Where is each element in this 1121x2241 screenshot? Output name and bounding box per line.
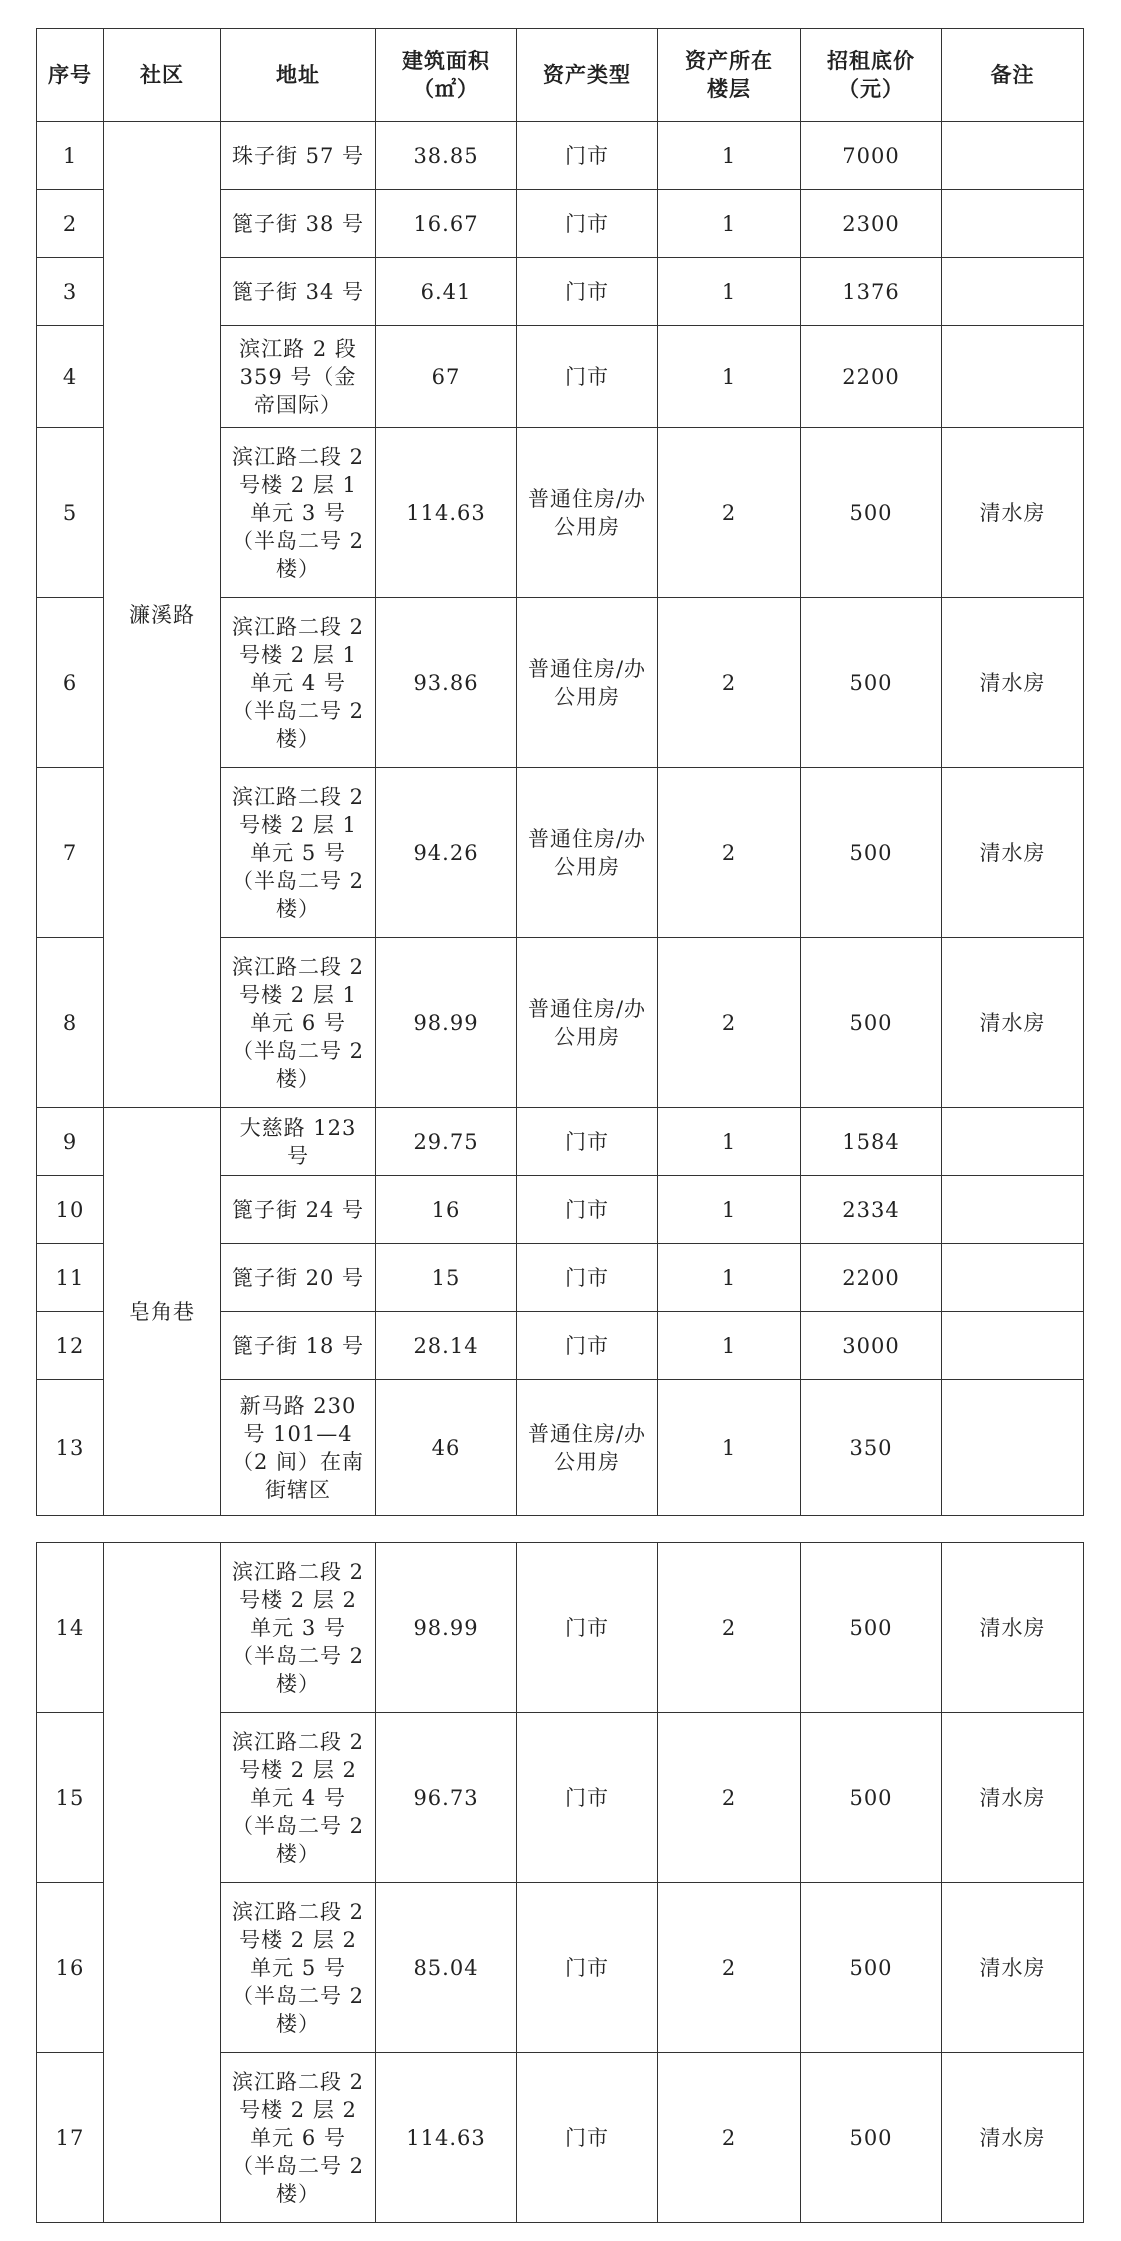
cell-note [942, 190, 1084, 258]
cell-no: 9 [37, 1108, 104, 1176]
header-base-price: 招租底价 （元） [801, 29, 942, 122]
cell-address: 滨江路二段 2 号楼 2 层 1 单元 4 号（半岛二号 2 楼） [221, 598, 376, 768]
cell-floor: 1 [658, 326, 801, 428]
cell-address: 篦子街 38 号 [221, 190, 376, 258]
cell-type: 门市 [517, 1713, 658, 1883]
cell-type: 门市 [517, 326, 658, 428]
cell-floor: 1 [658, 1244, 801, 1312]
cell-area: 29.75 [376, 1108, 517, 1176]
cell-note [942, 1176, 1084, 1244]
cell-no: 7 [37, 768, 104, 938]
header-area: 建筑面积 （㎡） [376, 29, 517, 122]
cell-type: 门市 [517, 190, 658, 258]
asset-table [36, 28, 1084, 1516]
cell-address: 滨江路二段 2 号楼 2 层 1 单元 3 号（半岛二号 2 楼） [221, 428, 376, 598]
cell-area: 16 [376, 1176, 517, 1244]
cell-price: 2300 [801, 190, 942, 258]
cell-floor: 2 [658, 1713, 801, 1883]
asset-table-continued [36, 1542, 1084, 2223]
cell-note: 清水房 [942, 1543, 1084, 1713]
cell-no: 8 [37, 938, 104, 1108]
cell-price: 350 [801, 1380, 942, 1516]
cell-area: 114.63 [376, 428, 517, 598]
cell-note: 清水房 [942, 1713, 1084, 1883]
cell-note [942, 1244, 1084, 1312]
cell-type: 门市 [517, 1883, 658, 2053]
cell-type: 普通住房/办公用房 [517, 598, 658, 768]
cell-address: 篦子街 18 号 [221, 1312, 376, 1380]
cell-floor: 2 [658, 1883, 801, 2053]
cell-price: 1584 [801, 1108, 942, 1176]
cell-area: 98.99 [376, 1543, 517, 1713]
cell-price: 2334 [801, 1176, 942, 1244]
cell-note [942, 1380, 1084, 1516]
cell-price: 500 [801, 598, 942, 768]
cell-address: 新马路 230 号 101—4（2 间）在南街辖区 [221, 1380, 376, 1516]
cell-type: 普通住房/办公用房 [517, 1380, 658, 1516]
cell-floor: 1 [658, 1312, 801, 1380]
cell-floor: 2 [658, 428, 801, 598]
cell-address: 滨江路二段 2 号楼 2 层 2 单元 6 号（半岛二号 2 楼） [221, 2053, 376, 2223]
cell-area: 93.86 [376, 598, 517, 768]
cell-address: 珠子街 57 号 [221, 122, 376, 190]
cell-price: 500 [801, 1713, 942, 1883]
cell-note: 清水房 [942, 598, 1084, 768]
cell-note: 清水房 [942, 1883, 1084, 2053]
cell-no: 17 [37, 2053, 104, 2223]
cell-no: 6 [37, 598, 104, 768]
cell-address: 篦子街 34 号 [221, 258, 376, 326]
cell-no: 12 [37, 1312, 104, 1380]
cell-type: 门市 [517, 258, 658, 326]
cell-price: 500 [801, 938, 942, 1108]
cell-type: 门市 [517, 1312, 658, 1380]
cell-floor: 2 [658, 768, 801, 938]
header-community: 社区 [104, 29, 221, 122]
cell-address: 篦子街 24 号 [221, 1176, 376, 1244]
cell-note [942, 1312, 1084, 1380]
cell-area: 15 [376, 1244, 517, 1312]
cell-type: 门市 [517, 122, 658, 190]
cell-floor: 1 [658, 122, 801, 190]
header-remarks: 备注 [942, 29, 1084, 122]
cell-area: 96.73 [376, 1713, 517, 1883]
cell-price: 500 [801, 1883, 942, 2053]
cell-address: 滨江路 2 段 359 号（金帝国际） [221, 326, 376, 428]
header-no: 序号 [37, 29, 104, 122]
cell-note: 清水房 [942, 428, 1084, 598]
cell-note: 清水房 [942, 938, 1084, 1108]
cell-no: 3 [37, 258, 104, 326]
cell-price: 2200 [801, 1244, 942, 1312]
cell-no: 2 [37, 190, 104, 258]
cell-type: 普通住房/办公用房 [517, 938, 658, 1108]
table-row [37, 1543, 1084, 1713]
cell-note: 清水房 [942, 2053, 1084, 2223]
cell-type: 门市 [517, 1176, 658, 1244]
cell-area: 6.41 [376, 258, 517, 326]
cell-price: 1376 [801, 258, 942, 326]
cell-note [942, 258, 1084, 326]
cell-area: 46 [376, 1380, 517, 1516]
cell-type: 普通住房/办公用房 [517, 768, 658, 938]
cell-floor: 1 [658, 258, 801, 326]
cell-area: 28.14 [376, 1312, 517, 1380]
cell-area: 38.85 [376, 122, 517, 190]
cell-note [942, 326, 1084, 428]
cell-price: 7000 [801, 122, 942, 190]
cell-no: 11 [37, 1244, 104, 1312]
cell-address: 滨江路二段 2 号楼 2 层 1 单元 6 号（半岛二号 2 楼） [221, 938, 376, 1108]
cell-no: 5 [37, 428, 104, 598]
cell-community [104, 1543, 221, 2223]
header-asset-type: 资产类型 [517, 29, 658, 122]
cell-address: 大慈路 123 号 [221, 1108, 376, 1176]
cell-floor: 2 [658, 598, 801, 768]
cell-note: 清水房 [942, 768, 1084, 938]
cell-no: 4 [37, 326, 104, 428]
cell-no: 1 [37, 122, 104, 190]
cell-no: 13 [37, 1380, 104, 1516]
cell-price: 2200 [801, 326, 942, 428]
cell-area: 94.26 [376, 768, 517, 938]
cell-no: 16 [37, 1883, 104, 2053]
cell-community: 皂角巷 [104, 1108, 221, 1516]
cell-community: 濂溪路 [104, 122, 221, 1108]
cell-floor: 2 [658, 2053, 801, 2223]
cell-price: 3000 [801, 1312, 942, 1380]
header-row [37, 29, 1084, 122]
cell-address: 滨江路二段 2 号楼 2 层 1 单元 5 号（半岛二号 2 楼） [221, 768, 376, 938]
cell-address: 滨江路二段 2 号楼 2 层 2 单元 4 号（半岛二号 2 楼） [221, 1713, 376, 1883]
cell-price: 500 [801, 1543, 942, 1713]
cell-address: 滨江路二段 2 号楼 2 层 2 单元 5 号（半岛二号 2 楼） [221, 1883, 376, 2053]
cell-type: 门市 [517, 1244, 658, 1312]
cell-area: 114.63 [376, 2053, 517, 2223]
cell-floor: 1 [658, 1176, 801, 1244]
cell-note [942, 122, 1084, 190]
cell-type: 门市 [517, 2053, 658, 2223]
cell-area: 67 [376, 326, 517, 428]
cell-area: 85.04 [376, 1883, 517, 2053]
cell-floor: 1 [658, 1380, 801, 1516]
cell-area: 16.67 [376, 190, 517, 258]
cell-no: 15 [37, 1713, 104, 1883]
cell-type: 普通住房/办公用房 [517, 428, 658, 598]
cell-floor: 2 [658, 938, 801, 1108]
cell-floor: 2 [658, 1543, 801, 1713]
cell-note [942, 1108, 1084, 1176]
cell-type: 门市 [517, 1543, 658, 1713]
cell-address: 篦子街 20 号 [221, 1244, 376, 1312]
cell-price: 500 [801, 768, 942, 938]
header-floor: 资产所在 楼层 [658, 29, 801, 122]
cell-no: 14 [37, 1543, 104, 1713]
table-row [37, 122, 1084, 190]
cell-floor: 1 [658, 1108, 801, 1176]
cell-price: 500 [801, 2053, 942, 2223]
cell-price: 500 [801, 428, 942, 598]
cell-area: 98.99 [376, 938, 517, 1108]
cell-type: 门市 [517, 1108, 658, 1176]
cell-no: 10 [37, 1176, 104, 1244]
cell-floor: 1 [658, 190, 801, 258]
cell-address: 滨江路二段 2 号楼 2 层 2 单元 3 号（半岛二号 2 楼） [221, 1543, 376, 1713]
header-address: 地址 [221, 29, 376, 122]
table-row [37, 1108, 1084, 1176]
